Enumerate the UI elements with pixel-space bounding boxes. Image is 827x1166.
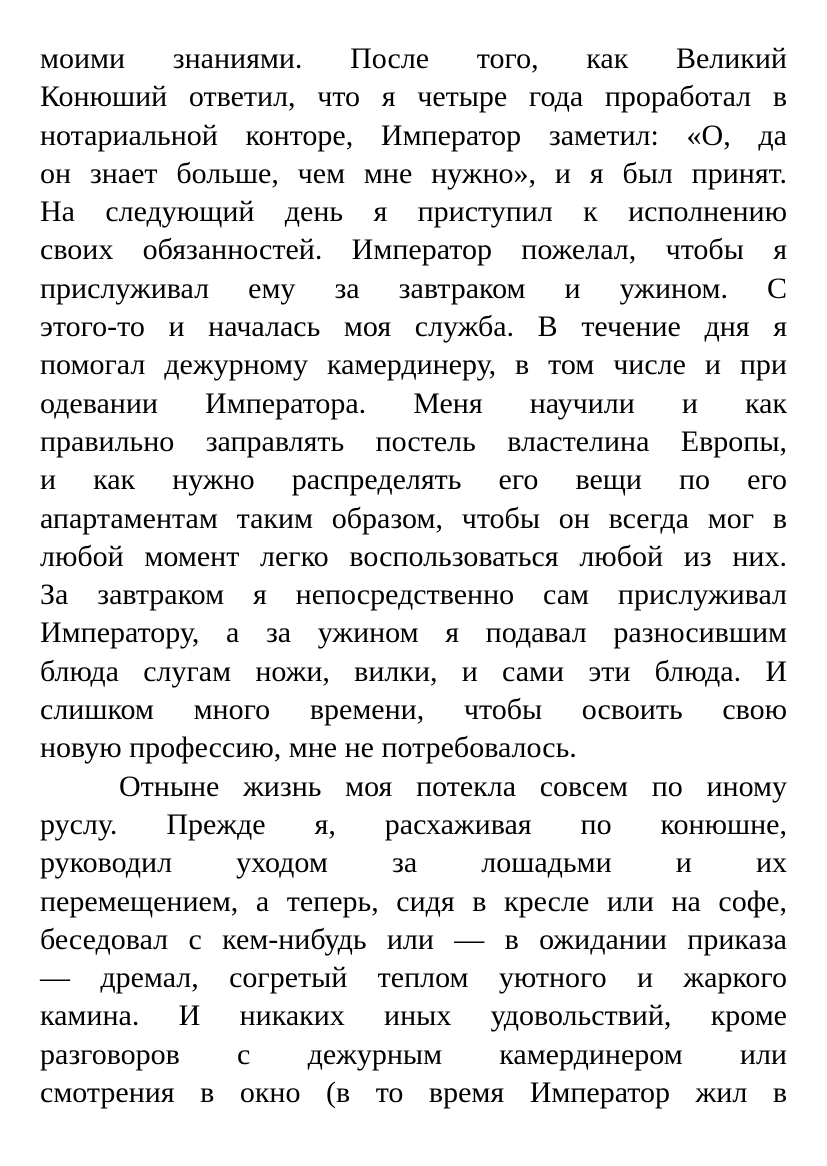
text-line: камина. И никаких иных удовольствий, кроме: [40, 999, 787, 1033]
text-line: смотрения в окно (в то время Император жил в: [40, 1076, 787, 1110]
text-line: На следующий день я приступил к исполнению: [40, 195, 787, 229]
text-line: Отныне жизнь моя потекла совсем по иному: [119, 769, 787, 803]
text-line: моими знаниями. После того, как Великий: [40, 42, 787, 75]
paragraph-2: [40, 768, 787, 1113]
text-line: руководил уходом за лошадьми и их: [40, 846, 787, 880]
text-line: — дремал, согретый теплом уютного и жаркого: [40, 961, 787, 995]
text-line: нотариальной конторе, Император заметил: «О, да: [40, 118, 787, 152]
text-line: руслу. Прежде я, расхаживая по конюшне,: [40, 807, 787, 841]
paragraph-1: [40, 40, 787, 768]
text-line: и как нужно распределять его вещи по его: [40, 463, 787, 497]
text-line: он знает больше, чем мне нужно», и я был принят.: [40, 156, 787, 190]
text-line: За завтраком я непосредственно сам прислуживал: [40, 578, 787, 612]
text-line: прислуживал ему за завтраком и ужином. С: [40, 271, 787, 305]
document-page: [40, 40, 787, 1112]
text-line: своих обязанностей. Император пожелал, чтобы я: [40, 233, 787, 267]
text-line: этого-то и началась моя служба. В течение дня я: [40, 310, 787, 344]
text-line: беседовал с кем-нибудь или — в ожидании приказа: [40, 922, 787, 956]
text-line: любой момент легко воспользоваться любой из них.: [40, 539, 787, 573]
text-line: слишком много времени, чтобы освоить свою: [40, 693, 787, 727]
text-line: Конюший ответил, что я четыре года проработал в: [40, 80, 787, 114]
text-line: помогал дежурному камердинеру, в том числе и при: [40, 348, 787, 382]
text-line: блюда слугам ножи, вилки, и сами эти блюда. И: [40, 654, 787, 688]
text-line: апартаментам таким образом, чтобы он всегда мог в: [40, 501, 787, 535]
text-line: правильно заправлять постель властелина Европы,: [40, 424, 787, 458]
text-line: перемещением, а теперь, сидя в кресле или на софе,: [40, 884, 787, 918]
text-line: одевании Императора. Меня научили и как: [40, 386, 787, 420]
text-line: Императору, а за ужином я подавал разносившим: [40, 616, 787, 650]
text-line: разговоров с дежурным камердинером или: [40, 1037, 787, 1071]
text-line: новую профессию, мне не потребовалось.: [40, 731, 577, 765]
